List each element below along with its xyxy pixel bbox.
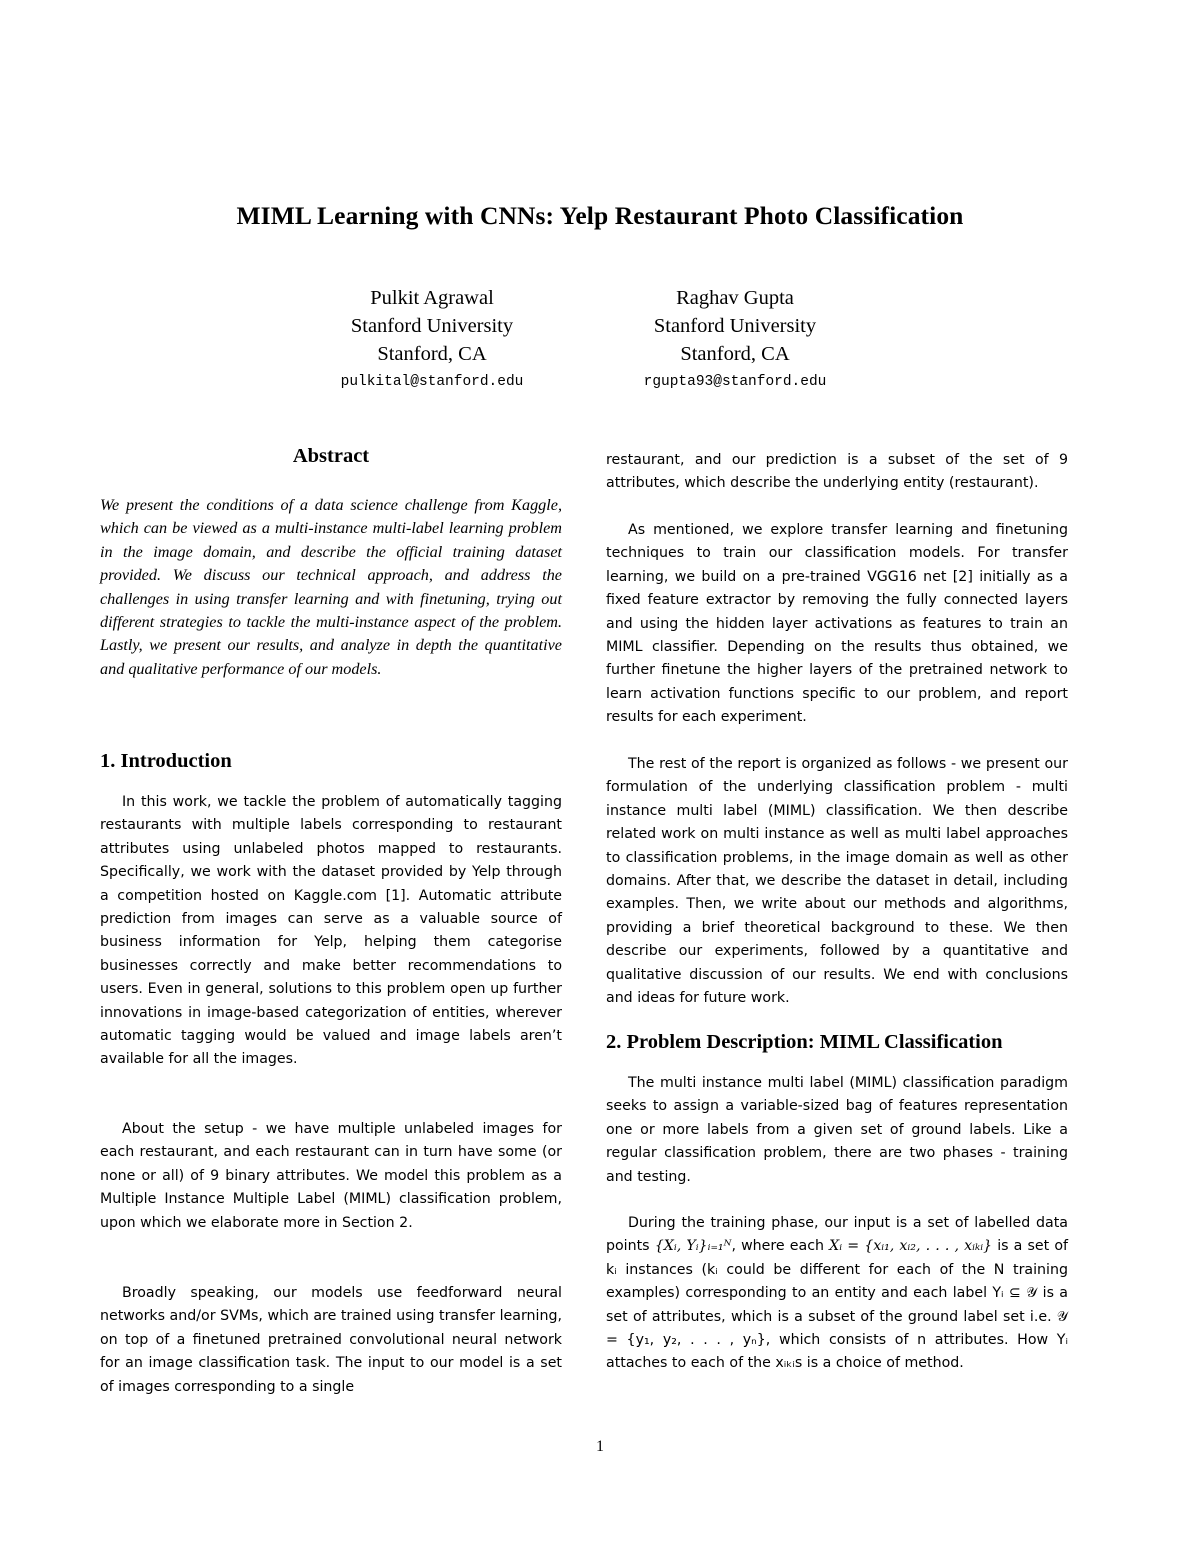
math-dataset-notation: {Xᵢ, Yᵢ}ᵢ₌₁ᴺ	[654, 1238, 732, 1255]
page-number: 1	[596, 1438, 604, 1455]
author-block-2	[585, 284, 885, 396]
intro-paragraph-3: Broadly speaking, our models use feedforward neural networks and/or SVMs, which are trained using transfer learning, on top of a finetuned pretrained convolutional neural network for an image classification task. The input to our model is a set of images corresponding to a single	[100, 1285, 562, 1395]
intro-paragraph-3-continued: restaurant, and our prediction is a subset of the set of 9 attributes, which describe the underlying entity (restaurant).	[606, 452, 1068, 492]
problem-paragraph-1: The multi instance multi label (MIML) classification paradigm seeks to assign a variable-sized bag of features representation one or more labels from a given set of ground labels. Like a regular classification problem, there are two phases - training and testing.	[606, 1075, 1068, 1185]
author-affiliation: Stanford University	[653, 315, 817, 337]
author-location: Stanford, CA	[680, 343, 790, 365]
intro-paragraph-4: As mentioned, we explore transfer learning and finetuning techniques to train our classification models. For transfer learning, we build on a pre-trained VGG16 net [2] initially as a fixed feature extractor by removing the fully connected layers and using the hidden layer activations as features to train an MIML classifier. Depending on the results thus obtained, we further finetune the higher layers of the pretrained network to learn activation functions specific to our problem, and report results for each experiment.	[606, 522, 1068, 726]
math-instance-set: Xᵢ = {xᵢ₁, xᵢ₂, . . . , xᵢₖᵢ}	[829, 1238, 993, 1255]
section-heading-introduction: 1. Introduction	[100, 750, 232, 772]
paper-title: MIML Learning with CNNs: Yelp Restaurant Photo Classification	[236, 201, 964, 230]
intro-paragraph-2: About the setup - we have multiple unlabeled images for each restaurant, and each restaurant can in turn have some (or none or all) of 9 binary attributes. We model this problem as a Multiple Instance Multiple Label (MIML) classification problem, upon which we elaborate more in Section 2.	[100, 1121, 562, 1231]
problem-paragraph-2	[606, 1212, 1068, 1376]
author-affiliation: Stanford University	[350, 315, 514, 337]
abstract-text: We present the conditions of a data science challenge from Kaggle, which can be viewed as a multi-instance multi-label learning problem in the image domain, and describe the official training dataset provided. We discuss our technical approach, and address the challenges in using transfer learning and with finetuning, trying out different strategies to tackle the multi-instance aspect of the problem. Lastly, we present our results, and analyze in depth the quantitative and qualitative performance of our models.	[100, 496, 562, 678]
author-block-1	[282, 284, 582, 396]
problem-paragraph-2-text-a: During the training phase, our input is a set of labelled data points	[606, 1215, 1068, 1255]
author-email: rgupta93@stanford.edu	[643, 374, 827, 390]
author-name: Raghav Gupta	[676, 287, 794, 309]
section-heading-problem-description: 2. Problem Description: MIML Classification	[606, 1031, 1003, 1053]
abstract-heading: Abstract	[292, 445, 370, 467]
problem-paragraph-2-text-b: , where each	[731, 1238, 830, 1255]
intro-paragraph-5: The rest of the report is organized as follows - we present our formulation of the underlying classification problem - multi instance multi label (MIML) classification. We then describe related work on multi instance as well as multi label approaches to classification problems, in the image domain as well as other domains. After that, we describe the dataset in detail, including examples. Then, we write about our methods and algorithms, providing a brief theoretical background to these. We then describe our experiments, followed by a quantitative and qualitative discussion of our results. We end with conclusions and ideas for future work.	[606, 756, 1068, 1007]
problem-paragraph-2-text-c: is a set of kᵢ instances (kᵢ could be different for each of the N training examples) corresponding to an entity and each label Yᵢ ⊆ 𝒴 is a set of attributes, which is a subset of the ground label set i.e. 𝒴 = {y₁, y₂, . . . , yₙ}, which consists of n attributes. How Yᵢ attaches to each of the xᵢₖᵢs is a choice of method.	[606, 1238, 1068, 1372]
author-name: Pulkit Agrawal	[370, 287, 494, 309]
author-email: pulkital@stanford.edu	[340, 374, 524, 390]
author-location: Stanford, CA	[377, 343, 487, 365]
intro-paragraph-1: In this work, we tackle the problem of automatically tagging restaurants with multiple labels corresponding to restaurant attributes using unlabeled photos mapped to restaurants. Specifically, we work with the dataset provided by Yelp through a competition hosted on Kaggle.com [1]. Automatic attribute prediction from images can serve as a valuable source of business information for Yelp, helping them categorise businesses correctly and make better recommendations to users. Even in general, solutions to this problem open up further innovations in image-based categorization of entities, wherever automatic tagging would be valued and image labels aren’t available for all the images.	[100, 794, 562, 1068]
